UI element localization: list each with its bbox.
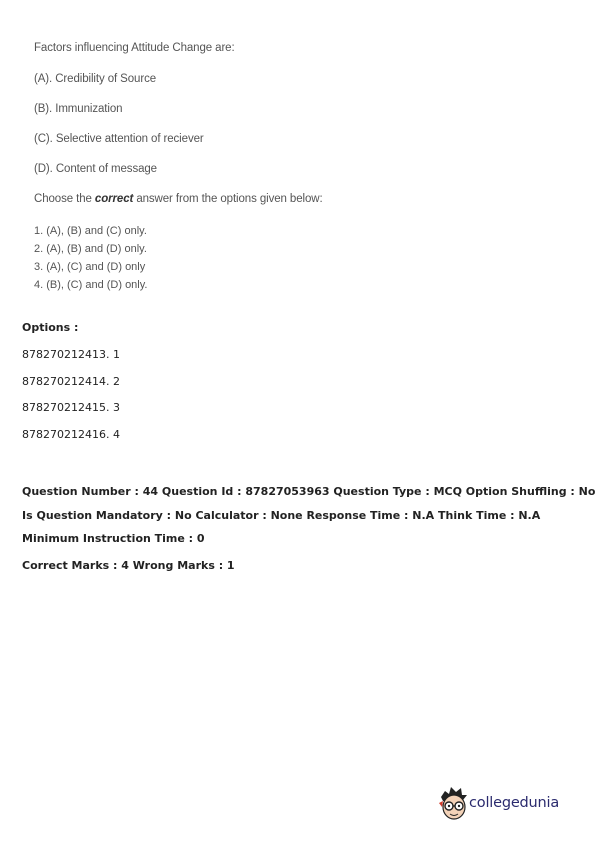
option-id-1: 878270212413. 1 [22,348,120,361]
option-id-2: 878270212414. 2 [22,375,120,388]
answer-list [34,222,148,294]
brand-name: collegedunia [469,795,560,811]
option-id-4: 878270212416. 4 [22,428,120,441]
choose-instruction [34,193,323,205]
choose-pre: Choose the [34,193,95,205]
statement-a: (A). Credibility of Source [34,73,157,85]
statement-c: (C). Selective attention of reciever [34,133,204,145]
answer-2: 2. (A), (B) and (D) only. [34,243,147,255]
answer-3: 3. (A), (C) and (D) only [34,261,146,273]
meta-line-4: Correct Marks : 4 Wrong Marks : 1 [22,559,235,572]
statement-d: (D). Content of message [34,163,157,175]
option-id-3: 878270212415. 3 [22,401,120,414]
answer-1: 1. (A), (B) and (C) only. [34,225,147,237]
choose-post: answer from the options given below: [133,193,323,205]
meta-line-3: Minimum Instruction Time : 0 [22,532,205,545]
choose-bold: correct [94,193,134,205]
options-heading: Options : [22,321,79,334]
question-stem: Factors influencing Attitude Change are: [34,42,235,54]
answer-4: 4. (B), (C) and (D) only. [34,279,148,291]
statement-b: (B). Immunization [34,103,123,115]
meta-line-1: Question Number : 44 Question Id : 87827053963 Question Type : MCQ Option Shuffling : No [22,485,595,498]
meta-line-2: Is Question Mandatory : No Calculator : None Response Time : N.A Think Time : N.A [22,509,541,522]
